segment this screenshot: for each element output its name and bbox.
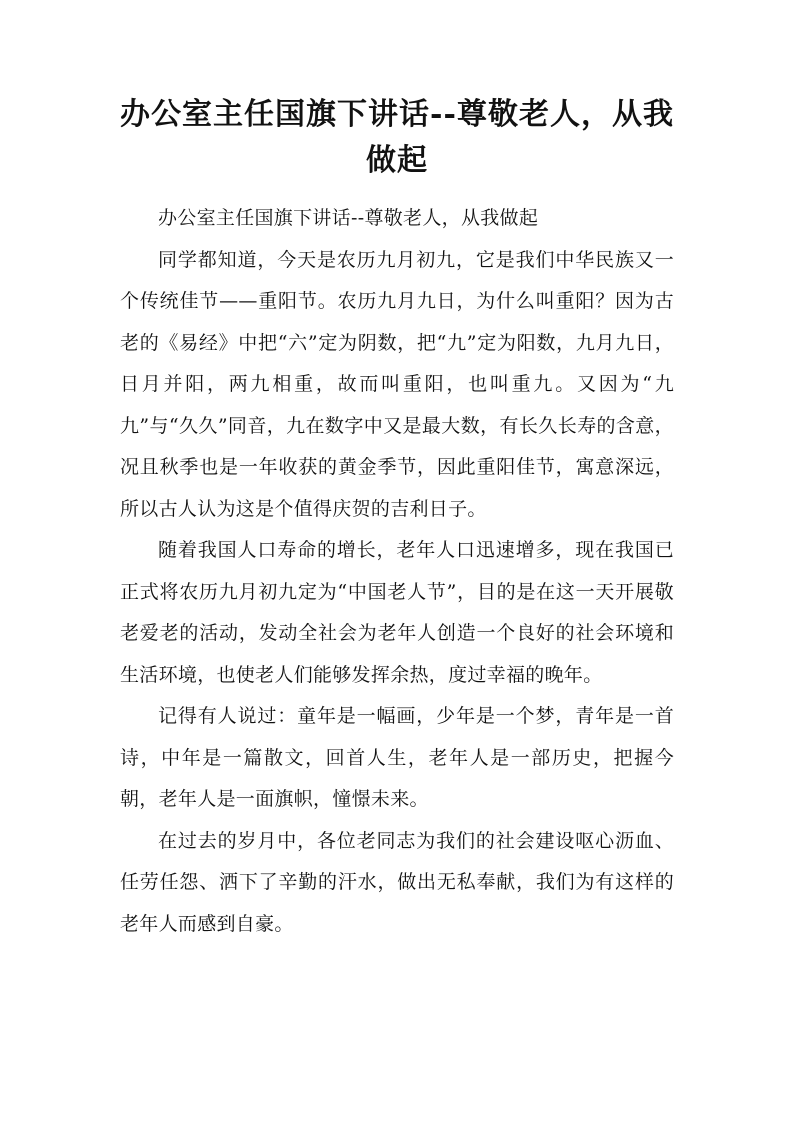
paragraph-elderly-contribution: 在过去的岁月中，各位老同志为我们的社会建设呕心沥血、任劳任怨、洒下了辛勤的汗水，做出无私奉献，我们为有这样的老年人而感到自豪。 <box>120 829 674 935</box>
paragraph-life-metaphor: 记得有人说过：童年是一幅画，少年是一个梦，青年是一首诗，中年是一篇散文，回首人生，老年人是一部历史，把握今朝，老年人是一面旗帜，憧憬未来。 <box>120 705 674 810</box>
document-body <box>120 198 674 945</box>
paragraph-elderly-day: 随着我国人口寿命的增长，老年人口迅速增多，现在我国已正式将农历九月初九定为“中国老人节”，目的是在这一天开展敬老爱老的活动，发动全社会为老年人创造一个良好的社会环境和生活环境，也使老人们能够发挥余热，度过幸福的晚年。 <box>120 539 674 686</box>
document-title: 办公室主任国旗下讲话--尊敬老人，从我做起 <box>120 97 674 178</box>
paragraph-repeat-title: 办公室主任国旗下讲话--尊敬老人，从我做起 <box>158 207 539 229</box>
paragraph-chongyang-origin: 同学都知道，今天是农历九月初九，它是我们中华民族又一个传统佳节——重阳节。农历九月九日，为什么叫重阳？因为古老的《易经》中把“六”定为阴数，把“九”定为阳数，九月九日，日月并阳，两九相重，故而叫重阳，也叫重九。又因为“九九”与“久久”同音，九在数字中又是最大数，有长久长寿的含意，况且秋季也是一年收获的黄金季节，因此重阳佳节，寓意深远，所以古人认为这是个值得庆贺的吉利日子。 <box>120 248 674 520</box>
